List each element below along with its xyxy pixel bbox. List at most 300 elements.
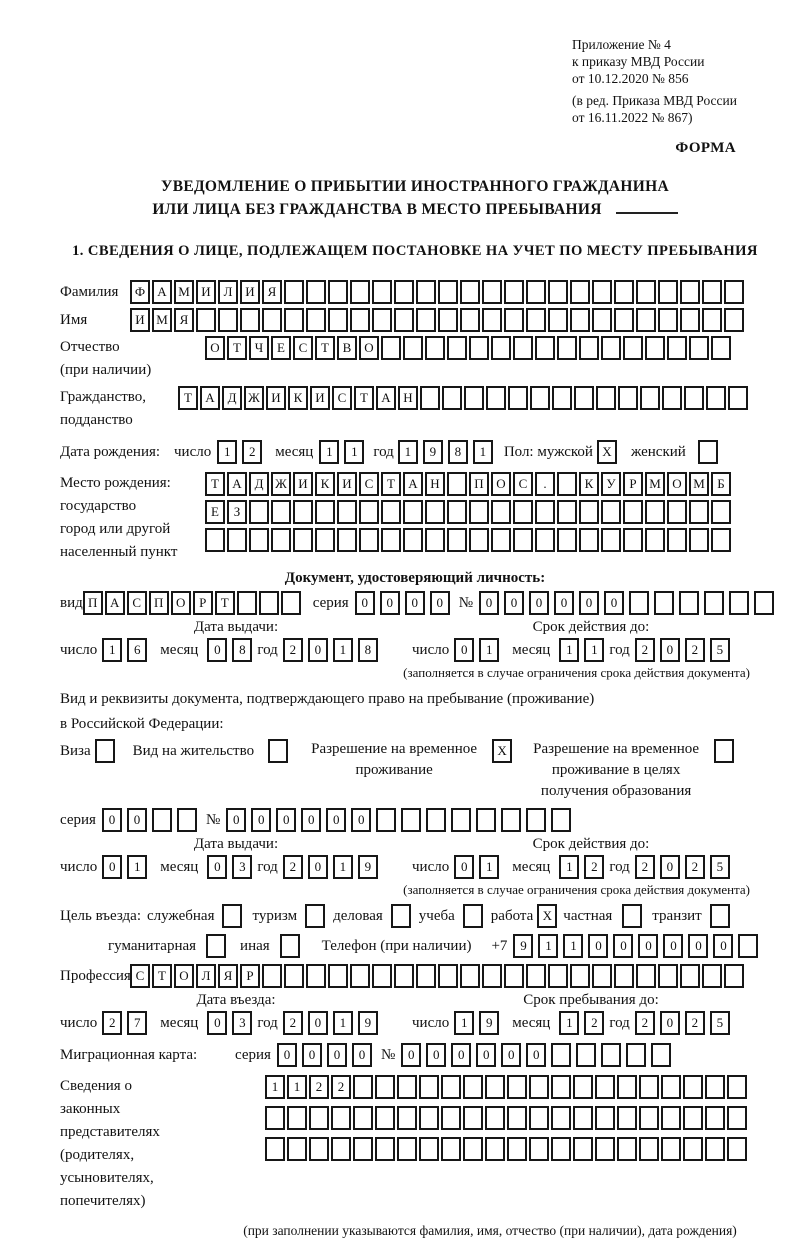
char-cell[interactable] [645,500,665,524]
char-cell[interactable]: 1 [398,440,418,464]
char-cell[interactable]: 1 [559,855,579,879]
char-cell[interactable]: 2 [309,1075,329,1099]
char-cell[interactable] [271,500,291,524]
char-cell[interactable] [375,1106,395,1130]
char-cell[interactable] [667,528,687,552]
char-cell[interactable]: 0 [504,591,524,615]
char-cell[interactable]: С [359,472,379,496]
char-cell[interactable] [476,808,496,832]
char-cell[interactable] [337,500,357,524]
char-cell[interactable] [636,280,656,304]
char-cell[interactable] [639,1137,659,1161]
char-cell[interactable]: Ж [271,472,291,496]
char-cell[interactable] [724,308,744,332]
char-cell[interactable] [375,1137,395,1161]
char-cell[interactable] [306,308,326,332]
char-cell[interactable] [451,808,471,832]
char-cell[interactable] [654,591,674,615]
char-cell[interactable]: Я [218,964,238,988]
char-cell[interactable] [636,964,656,988]
char-cell[interactable] [328,280,348,304]
char-cell[interactable] [381,336,401,360]
char-cell[interactable] [441,1075,461,1099]
char-cell[interactable]: 0 [308,855,328,879]
char-cell[interactable]: 1 [333,1011,353,1035]
char-cell[interactable]: Л [196,964,216,988]
char-cell[interactable]: 0 [688,934,708,958]
char-cell[interactable] [526,280,546,304]
char-cell[interactable]: М [152,308,172,332]
char-cell[interactable]: 2 [685,1011,705,1035]
char-cell[interactable]: 0 [380,591,400,615]
char-cell[interactable]: 1 [563,934,583,958]
char-cell[interactable] [595,1075,615,1099]
char-cell[interactable] [464,386,484,410]
char-cell[interactable]: 0 [638,934,658,958]
char-cell[interactable] [222,904,242,928]
char-cell[interactable]: 0 [426,1043,446,1067]
char-cell[interactable]: 9 [358,1011,378,1035]
char-cell[interactable]: 0 [326,808,346,832]
char-cell[interactable] [491,500,511,524]
char-cell[interactable] [441,1137,461,1161]
char-cell[interactable] [469,336,489,360]
char-cell[interactable]: 0 [352,1043,372,1067]
char-cell[interactable]: 0 [302,1043,322,1067]
char-cell[interactable] [441,1106,461,1130]
char-cell[interactable] [529,1106,549,1130]
char-cell[interactable] [205,528,225,552]
char-cell[interactable]: 1 [319,440,339,464]
char-cell[interactable] [530,386,550,410]
char-cell[interactable]: О [205,336,225,360]
char-cell[interactable]: 5 [710,1011,730,1035]
char-cell[interactable] [485,1137,505,1161]
char-cell[interactable] [640,386,660,410]
char-cell[interactable] [711,336,731,360]
char-cell[interactable]: 2 [635,855,655,879]
char-cell[interactable] [667,336,687,360]
char-cell[interactable] [596,386,616,410]
char-cell[interactable]: 1 [217,440,237,464]
char-cell[interactable] [491,528,511,552]
char-cell[interactable] [284,280,304,304]
char-cell[interactable] [551,1075,571,1099]
char-cell[interactable] [704,591,724,615]
char-cell[interactable] [738,934,758,958]
char-cell[interactable]: 0 [127,808,147,832]
char-cell[interactable] [425,500,445,524]
char-cell[interactable] [442,386,462,410]
char-cell[interactable] [705,1137,725,1161]
char-cell[interactable] [262,964,282,988]
char-cell[interactable]: 0 [454,638,474,662]
char-cell[interactable] [218,308,238,332]
char-cell[interactable] [683,1137,703,1161]
char-cell[interactable]: А [152,280,172,304]
char-cell[interactable] [438,280,458,304]
char-cell[interactable] [639,1106,659,1130]
char-cell[interactable]: Т [205,472,225,496]
char-cell[interactable] [573,1075,593,1099]
char-cell[interactable]: А [376,386,396,410]
char-cell[interactable]: 9 [479,1011,499,1035]
char-cell[interactable] [579,528,599,552]
char-cell[interactable]: С [513,472,533,496]
char-cell[interactable] [507,1137,527,1161]
char-cell[interactable] [573,1137,593,1161]
char-cell[interactable]: Т [215,591,235,615]
char-cell[interactable] [573,1106,593,1130]
char-cell[interactable]: 0 [501,1043,521,1067]
char-cell[interactable] [284,308,304,332]
char-cell[interactable] [419,1137,439,1161]
char-cell[interactable]: 2 [242,440,262,464]
char-cell[interactable] [438,308,458,332]
char-cell[interactable] [293,500,313,524]
char-cell[interactable] [662,386,682,410]
char-cell[interactable]: 2 [635,1011,655,1035]
char-cell[interactable]: 2 [283,1011,303,1035]
char-cell[interactable] [416,280,436,304]
char-cell[interactable]: Р [193,591,213,615]
char-cell[interactable] [469,500,489,524]
char-cell[interactable]: 0 [579,591,599,615]
char-cell[interactable] [397,1137,417,1161]
char-cell[interactable]: А [105,591,125,615]
char-cell[interactable]: 2 [283,855,303,879]
char-cell[interactable] [306,280,326,304]
char-cell[interactable]: Т [354,386,374,410]
char-cell[interactable] [460,964,480,988]
char-cell[interactable]: 2 [283,638,303,662]
char-cell[interactable]: Р [623,472,643,496]
char-cell[interactable] [315,500,335,524]
char-cell[interactable]: Л [218,280,238,304]
char-cell[interactable] [469,528,489,552]
char-cell[interactable] [419,1106,439,1130]
char-cell[interactable]: 0 [405,591,425,615]
char-cell[interactable]: Т [227,336,247,360]
char-cell[interactable]: 0 [351,808,371,832]
char-cell[interactable] [592,280,612,304]
char-cell[interactable] [645,336,665,360]
char-cell[interactable] [579,336,599,360]
char-cell[interactable]: 0 [308,638,328,662]
char-cell[interactable] [754,591,774,615]
char-cell[interactable] [353,1075,373,1099]
char-cell[interactable] [353,1137,373,1161]
char-cell[interactable] [683,1075,703,1099]
char-cell[interactable]: П [469,472,489,496]
char-cell[interactable] [372,964,392,988]
char-cell[interactable] [728,386,748,410]
char-cell[interactable] [350,964,370,988]
char-cell[interactable] [425,336,445,360]
char-cell[interactable]: 0 [327,1043,347,1067]
char-cell[interactable]: 1 [479,638,499,662]
char-cell[interactable] [711,528,731,552]
char-cell[interactable]: 0 [660,1011,680,1035]
char-cell[interactable]: 1 [102,638,122,662]
char-cell[interactable] [403,500,423,524]
char-cell[interactable] [196,308,216,332]
char-cell[interactable] [507,1075,527,1099]
char-cell[interactable]: И [130,308,150,332]
char-cell[interactable]: 0 [604,591,624,615]
char-cell[interactable]: 3 [232,855,252,879]
char-cell[interactable]: Т [315,336,335,360]
char-cell[interactable]: 2 [584,855,604,879]
char-cell[interactable]: Ч [249,336,269,360]
char-cell[interactable]: З [227,500,247,524]
char-cell[interactable] [359,528,379,552]
char-cell[interactable] [592,964,612,988]
char-cell[interactable] [727,1106,747,1130]
char-cell[interactable] [309,1106,329,1130]
char-cell[interactable] [447,500,467,524]
char-cell[interactable]: О [174,964,194,988]
char-cell[interactable]: И [240,280,260,304]
char-cell[interactable] [623,500,643,524]
char-cell[interactable]: 8 [358,638,378,662]
char-cell[interactable]: 0 [529,591,549,615]
char-cell[interactable] [706,386,726,410]
char-cell[interactable] [403,528,423,552]
char-cell[interactable] [447,336,467,360]
char-cell[interactable]: К [288,386,308,410]
char-cell[interactable] [689,528,709,552]
char-cell[interactable] [419,1075,439,1099]
char-cell[interactable] [265,1106,285,1130]
char-cell[interactable] [394,964,414,988]
char-cell[interactable] [684,386,704,410]
char-cell[interactable] [658,308,678,332]
char-cell[interactable] [375,1075,395,1099]
char-cell[interactable]: 1 [287,1075,307,1099]
char-cell[interactable]: Ж [244,386,264,410]
char-cell[interactable] [372,280,392,304]
char-cell[interactable]: К [579,472,599,496]
char-cell[interactable]: 0 [554,591,574,615]
char-cell[interactable]: 1 [454,1011,474,1035]
char-cell[interactable] [328,308,348,332]
char-cell[interactable] [727,1137,747,1161]
char-cell[interactable] [463,1075,483,1099]
char-cell[interactable]: 0 [355,591,375,615]
char-cell[interactable]: 1 [584,638,604,662]
char-cell[interactable] [152,808,172,832]
char-cell[interactable]: 1 [344,440,364,464]
char-cell[interactable] [249,528,269,552]
char-cell[interactable] [705,1075,725,1099]
char-cell[interactable] [280,934,300,958]
char-cell[interactable]: 1 [559,638,579,662]
char-cell[interactable] [504,308,524,332]
char-cell[interactable] [513,528,533,552]
char-cell[interactable] [284,964,304,988]
char-cell[interactable]: Д [249,472,269,496]
char-cell[interactable]: 0 [479,591,499,615]
char-cell[interactable] [570,280,590,304]
char-cell[interactable]: И [293,472,313,496]
char-cell[interactable] [206,934,226,958]
char-cell[interactable] [526,308,546,332]
char-cell[interactable] [548,280,568,304]
char-cell[interactable]: X [597,440,617,464]
char-cell[interactable]: У [601,472,621,496]
char-cell[interactable]: Ф [130,280,150,304]
char-cell[interactable] [570,308,590,332]
char-cell[interactable] [724,964,744,988]
char-cell[interactable] [576,1043,596,1067]
char-cell[interactable]: 0 [660,855,680,879]
char-cell[interactable] [397,1106,417,1130]
char-cell[interactable] [702,280,722,304]
char-cell[interactable]: П [83,591,103,615]
char-cell[interactable] [658,280,678,304]
char-cell[interactable]: X [537,904,557,928]
char-cell[interactable]: И [266,386,286,410]
char-cell[interactable] [651,1043,671,1067]
char-cell[interactable] [552,386,572,410]
char-cell[interactable] [551,1137,571,1161]
char-cell[interactable] [614,308,634,332]
char-cell[interactable]: И [196,280,216,304]
char-cell[interactable]: 2 [635,638,655,662]
char-cell[interactable]: Е [205,500,225,524]
char-cell[interactable] [574,386,594,410]
char-cell[interactable] [617,1106,637,1130]
char-cell[interactable] [557,336,577,360]
char-cell[interactable] [227,528,247,552]
char-cell[interactable] [331,1137,351,1161]
char-cell[interactable] [287,1106,307,1130]
char-cell[interactable] [617,1137,637,1161]
char-cell[interactable] [629,591,649,615]
char-cell[interactable] [680,280,700,304]
char-cell[interactable] [551,1043,571,1067]
char-cell[interactable] [601,500,621,524]
char-cell[interactable] [394,308,414,332]
char-cell[interactable]: Т [152,964,172,988]
char-cell[interactable] [626,1043,646,1067]
char-cell[interactable] [622,904,642,928]
char-cell[interactable]: И [337,472,357,496]
char-cell[interactable] [689,500,709,524]
char-cell[interactable]: 0 [207,1011,227,1035]
char-cell[interactable]: П [149,591,169,615]
char-cell[interactable] [328,964,348,988]
char-cell[interactable] [548,964,568,988]
char-cell[interactable]: А [227,472,247,496]
char-cell[interactable] [551,1106,571,1130]
char-cell[interactable]: 8 [232,638,252,662]
char-cell[interactable]: 1 [479,855,499,879]
char-cell[interactable]: 0 [207,855,227,879]
char-cell[interactable]: 1 [559,1011,579,1035]
char-cell[interactable] [551,808,571,832]
char-cell[interactable] [513,500,533,524]
char-cell[interactable]: 2 [102,1011,122,1035]
char-cell[interactable]: . [535,472,555,496]
char-cell[interactable] [262,308,282,332]
char-cell[interactable]: С [332,386,352,410]
char-cell[interactable]: 0 [251,808,271,832]
char-cell[interactable] [614,280,634,304]
char-cell[interactable]: 0 [102,808,122,832]
char-cell[interactable] [689,336,709,360]
char-cell[interactable] [438,964,458,988]
char-cell[interactable]: С [130,964,150,988]
char-cell[interactable] [683,1106,703,1130]
char-cell[interactable] [705,1106,725,1130]
char-cell[interactable] [420,386,440,410]
char-cell[interactable]: 0 [454,855,474,879]
char-cell[interactable]: 1 [265,1075,285,1099]
char-cell[interactable]: 0 [308,1011,328,1035]
char-cell[interactable] [601,336,621,360]
char-cell[interactable]: А [200,386,220,410]
char-cell[interactable] [416,308,436,332]
char-cell[interactable] [702,964,722,988]
char-cell[interactable]: 0 [660,638,680,662]
char-cell[interactable]: 1 [127,855,147,879]
char-cell[interactable] [595,1137,615,1161]
char-cell[interactable] [381,500,401,524]
char-cell[interactable] [529,1075,549,1099]
char-cell[interactable] [350,308,370,332]
char-cell[interactable] [359,500,379,524]
char-cell[interactable] [463,904,483,928]
char-cell[interactable]: 0 [301,808,321,832]
char-cell[interactable]: 2 [685,855,705,879]
char-cell[interactable] [661,1106,681,1130]
char-cell[interactable]: Р [240,964,260,988]
char-cell[interactable] [667,500,687,524]
char-cell[interactable] [601,1043,621,1067]
char-cell[interactable]: 0 [588,934,608,958]
char-cell[interactable] [595,1106,615,1130]
char-cell[interactable]: 2 [584,1011,604,1035]
char-cell[interactable] [714,739,734,763]
char-cell[interactable] [636,308,656,332]
char-cell[interactable]: 9 [423,440,443,464]
char-cell[interactable] [177,808,197,832]
char-cell[interactable]: 3 [232,1011,252,1035]
char-cell[interactable] [645,528,665,552]
char-cell[interactable] [727,1075,747,1099]
char-cell[interactable]: В [337,336,357,360]
char-cell[interactable] [680,964,700,988]
char-cell[interactable] [372,308,392,332]
char-cell[interactable] [501,808,521,832]
char-cell[interactable]: 2 [331,1075,351,1099]
char-cell[interactable] [391,904,411,928]
char-cell[interactable] [508,386,528,410]
char-cell[interactable]: И [310,386,330,410]
char-cell[interactable] [485,1075,505,1099]
char-cell[interactable] [639,1075,659,1099]
char-cell[interactable] [710,904,730,928]
char-cell[interactable] [460,280,480,304]
char-cell[interactable] [680,308,700,332]
char-cell[interactable]: 5 [710,855,730,879]
char-cell[interactable] [268,739,288,763]
char-cell[interactable] [617,1075,637,1099]
char-cell[interactable]: Т [178,386,198,410]
char-cell[interactable] [315,528,335,552]
